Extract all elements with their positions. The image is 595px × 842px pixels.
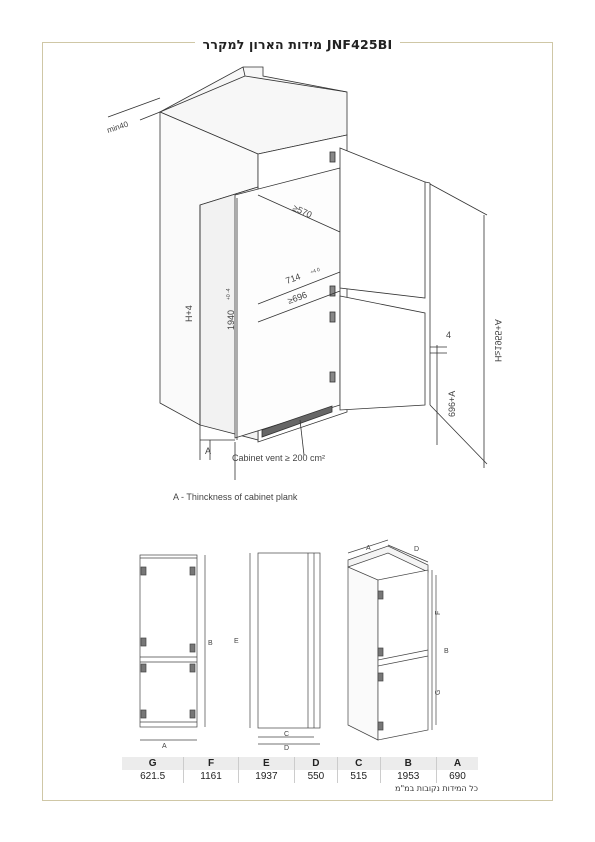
table-values-row	[122, 770, 478, 783]
front-view-drawing	[140, 555, 205, 740]
value-c: 515	[337, 770, 380, 783]
height-tolerance: +0 -4	[226, 288, 232, 300]
iso-d-label: D	[414, 546, 420, 553]
header-e: E	[238, 757, 294, 770]
value-b: 1953	[380, 770, 436, 783]
page-title: מידות הארון למקרר JNF425BI	[0, 34, 595, 53]
depth-label: ≥570	[291, 202, 314, 220]
iso-f-label: F	[435, 610, 442, 615]
h4-label: H+4	[184, 305, 194, 322]
four-label: 4	[446, 330, 452, 340]
side-c-label: C	[284, 731, 290, 738]
width-min-label: ≥696	[286, 289, 309, 306]
side-view-drawing	[250, 553, 320, 744]
iso-a-label: A	[366, 545, 371, 552]
units-note: כל המידות נקובות במ"מ	[395, 784, 478, 793]
iso-b-label: B	[444, 648, 449, 655]
header-a: A	[436, 757, 478, 770]
height-label: 1940	[226, 309, 236, 330]
front-a-label: A	[162, 743, 167, 750]
side-d-label: D	[284, 745, 290, 752]
width-tolerance: +4 0	[309, 266, 321, 276]
plank-label: A - Thinckness of cabinet plank	[173, 492, 298, 502]
width-label: 714	[284, 271, 302, 286]
header-g: G	[122, 757, 184, 770]
value-e: 1937	[238, 770, 294, 783]
min40-label: min40	[105, 119, 130, 135]
a-plus-label: 696+A	[447, 390, 457, 417]
a-letter: A	[205, 446, 212, 456]
front-b-label: B	[208, 640, 213, 647]
header-b: B	[380, 757, 436, 770]
header-f: F	[184, 757, 238, 770]
dimensions-table	[122, 757, 478, 783]
value-f: 1161	[184, 770, 238, 783]
value-a: 690	[436, 770, 478, 783]
value-g: 621.5	[122, 770, 184, 783]
vent-label: Cabinet vent ≥ 200 cm²	[232, 453, 325, 463]
header-c: C	[337, 757, 380, 770]
iso-g-label: G	[435, 689, 442, 695]
value-d: 550	[295, 770, 338, 783]
h-total-label: H≥1955+A	[493, 319, 503, 362]
table-header-row	[122, 757, 478, 770]
side-e-label: E	[234, 638, 239, 645]
header-d: D	[295, 757, 338, 770]
iso-view-drawing	[348, 540, 436, 740]
